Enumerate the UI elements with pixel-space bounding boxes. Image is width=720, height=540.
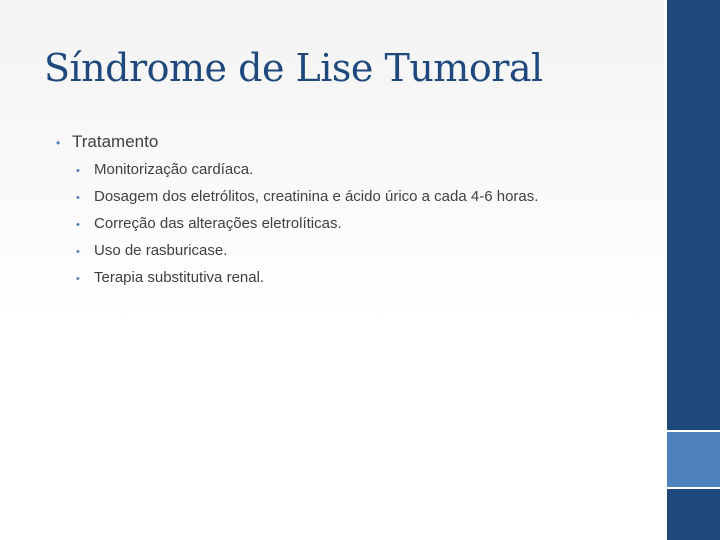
side-band-bottom: [667, 489, 720, 540]
sub-bullet-text: Monitorização cardíaca.: [94, 161, 254, 178]
sub-bullet-item: [76, 269, 656, 296]
sub-bullet-text: Uso de rasburicase.: [94, 242, 228, 259]
bullet-icon: •: [76, 219, 80, 231]
main-bullet-item: [56, 132, 656, 156]
sub-bullet-list: [76, 161, 656, 296]
side-band-top: [667, 0, 720, 430]
sub-bullet-item: [76, 188, 656, 215]
bullet-icon: •: [76, 246, 80, 258]
slide-content: [56, 132, 656, 296]
bullet-icon: •: [56, 136, 61, 150]
sub-bullet-text: Terapia substitutiva renal.: [94, 269, 265, 286]
sub-bullet-text: Dosagem dos eletrólitos, creatinina e ácido úrico a cada 4-6 horas.: [94, 188, 539, 205]
bullet-icon: •: [76, 273, 80, 285]
sub-bullet-text: Correção das alterações eletrolíticas.: [94, 215, 342, 232]
sub-bullet-item: [76, 161, 656, 188]
sub-bullet-item: [76, 215, 656, 242]
sub-bullet-item: [76, 242, 656, 269]
main-bullet-text: Tratamento: [72, 132, 159, 151]
bullet-icon: •: [76, 165, 80, 177]
slide-title: Síndrome de Lise Tumoral: [44, 46, 543, 90]
side-band-accent: [667, 432, 720, 487]
bullet-icon: •: [76, 192, 80, 204]
